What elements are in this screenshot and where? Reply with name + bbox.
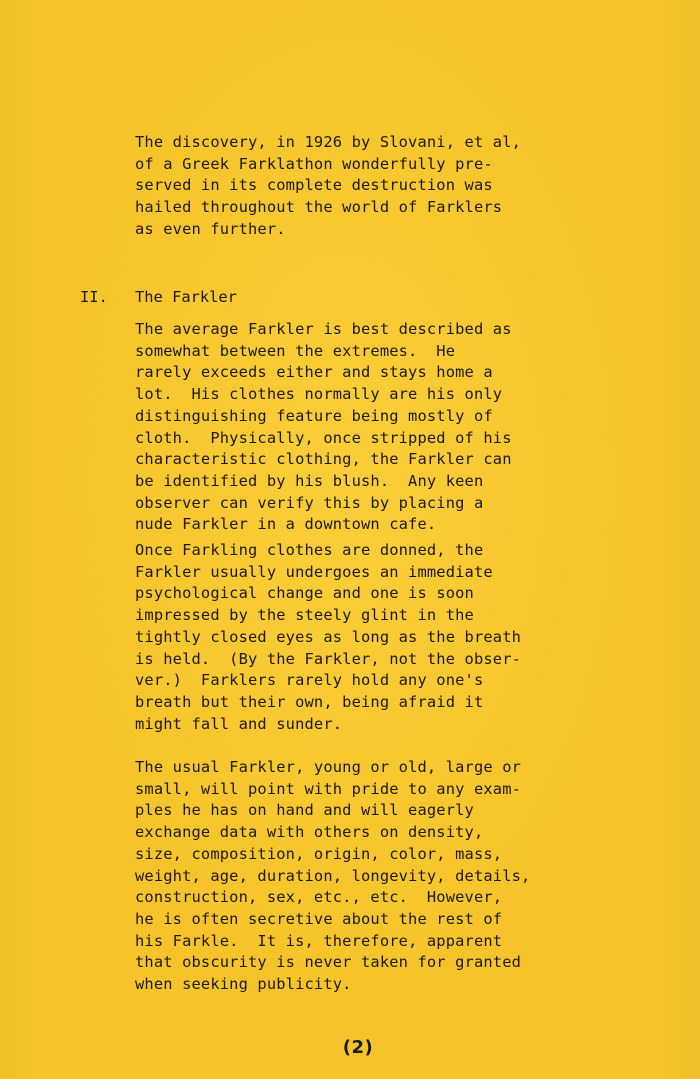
paragraph-discovery: The discovery, in 1926 by Slovani, et al, of a Greek Farklathon wonderfully pre- served in its complete destruction was hailed throughout the world of Farklers as even further. (135, 133, 522, 238)
section-number: II. (80, 288, 108, 306)
paragraph-usual-farkler: The usual Farkler, young or old, large or small, will point with pride to any exam- ples he has on hand and will eagerly exchange data with others on density, size, composition, origin, color, mass, weight, age, duration, longevity, details, construction, sex, etc., etc. However, he is often secretive about the rest of his Farkle. It is, therefore, apparent that obscurity is never taken for granted when seeking publicity. (135, 758, 531, 994)
page-number: (2) (342, 1037, 374, 1058)
paragraph-farkling-clothes: Once Farkling clothes are donned, the Farkler usually undergoes an immediate psychological change and one is soon impressed by the steely glint in the tightly closed eyes as long as the breath is held. (By the Farkler, not the obser- ver.) Farklers rarely hold any one's breath but their own, being afraid it might fall and sunder. (135, 541, 522, 733)
section-title: The Farkler (135, 288, 237, 306)
paragraph-average-farkler: The average Farkler is best described as somewhat between the extremes. He rarely exceeds either and stays home a lot. His clothes normally are his only distinguishing feature being mostly of cloth. Physically, once stripped of his characteristic clothing, the Farkler can be identified by his blush. Any keen observer can verify this by placing a nude Farkler in a downtown cafe. (135, 320, 512, 534)
